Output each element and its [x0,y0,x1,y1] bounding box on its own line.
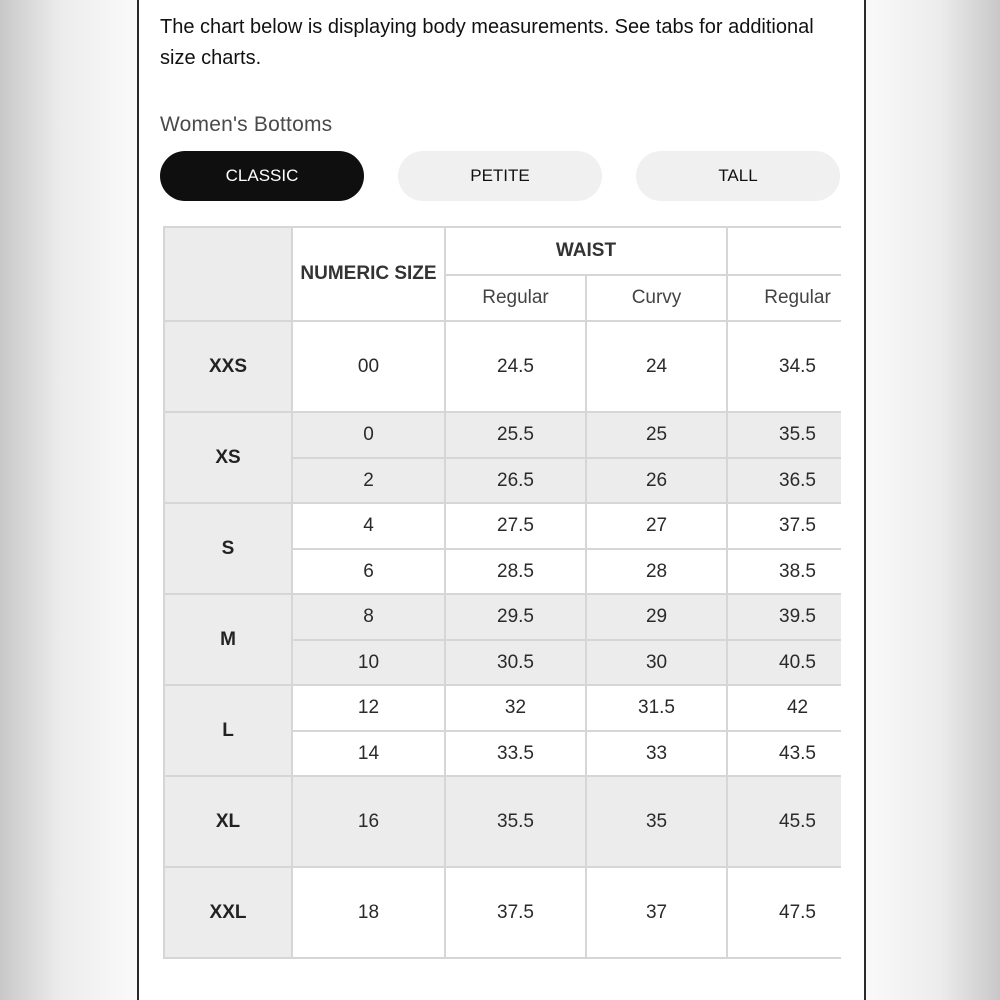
size-header-cell [164,227,292,321]
next-regular-cell: 39.5 [727,594,841,640]
next-regular-cell: 34.5 [727,321,841,412]
waist-curvy-cell: 35 [586,776,727,867]
waist-curvy-cell: 29 [586,594,727,640]
table-row [164,776,841,867]
waist-header: WAIST [445,227,727,275]
waist-curvy-cell: 24 [586,321,727,412]
waist-regular-cell: 37.5 [445,867,586,958]
waist-regular-cell: 26.5 [445,458,586,503]
waist-curvy-cell: 25 [586,412,727,458]
waist-regular-cell: 27.5 [445,503,586,549]
next-regular-cell: 37.5 [727,503,841,549]
numeric-size-cell: 00 [292,321,445,412]
waist-curvy-cell: 26 [586,458,727,503]
waist-curvy-cell: 33 [586,731,727,776]
tab-classic[interactable]: CLASSIC [160,151,364,201]
numeric-size-header: NUMERIC SIZE [292,227,445,321]
numeric-size-cell: 16 [292,776,445,867]
table-row [164,321,841,412]
next-regular-cell: 40.5 [727,640,841,685]
size-label: M [164,594,292,685]
numeric-size-cell: 10 [292,640,445,685]
waist-regular-cell: 29.5 [445,594,586,640]
next-measure-header [727,227,841,275]
next-regular-cell: 36.5 [727,458,841,503]
table-row [164,867,841,958]
numeric-size-cell: 8 [292,594,445,640]
waist-regular-cell: 35.5 [445,776,586,867]
size-table-viewport[interactable] [163,226,841,962]
waist-regular-cell: 32 [445,685,586,731]
numeric-size-cell: 14 [292,731,445,776]
waist-regular-header: Regular [445,275,586,321]
waist-curvy-cell: 31.5 [586,685,727,731]
next-regular-cell: 38.5 [727,549,841,594]
size-chart-panel [137,0,866,1000]
waist-regular-cell: 30.5 [445,640,586,685]
numeric-size-cell: 6 [292,549,445,594]
table-row [164,412,841,458]
numeric-size-cell: 4 [292,503,445,549]
waist-curvy-header: Curvy [586,275,727,321]
size-table [163,226,841,959]
section-title: Women's Bottoms [160,113,333,136]
waist-curvy-cell: 30 [586,640,727,685]
size-label: S [164,503,292,594]
size-label: XXL [164,867,292,958]
next-regular-cell: 42 [727,685,841,731]
waist-regular-cell: 33.5 [445,731,586,776]
size-label: XS [164,412,292,503]
numeric-size-cell: 0 [292,412,445,458]
waist-regular-cell: 28.5 [445,549,586,594]
header-row [164,227,841,275]
waist-curvy-cell: 28 [586,549,727,594]
next-regular-header: Regular [727,275,841,321]
numeric-size-cell: 18 [292,867,445,958]
waist-curvy-cell: 27 [586,503,727,549]
table-row [164,503,841,549]
waist-regular-cell: 25.5 [445,412,586,458]
next-regular-cell: 43.5 [727,731,841,776]
numeric-size-cell: 2 [292,458,445,503]
size-label: L [164,685,292,776]
tab-tall[interactable]: TALL [636,151,840,201]
next-regular-cell: 35.5 [727,412,841,458]
next-regular-cell: 47.5 [727,867,841,958]
table-row [164,685,841,731]
waist-regular-cell: 24.5 [445,321,586,412]
tab-petite[interactable]: PETITE [398,151,602,201]
intro-text: The chart below is displaying body measurements. See tabs for additional size charts. [160,16,814,69]
table-row [164,594,841,640]
numeric-size-cell: 12 [292,685,445,731]
next-regular-cell: 45.5 [727,776,841,867]
waist-curvy-cell: 37 [586,867,727,958]
size-label: XXS [164,321,292,412]
size-label: XL [164,776,292,867]
